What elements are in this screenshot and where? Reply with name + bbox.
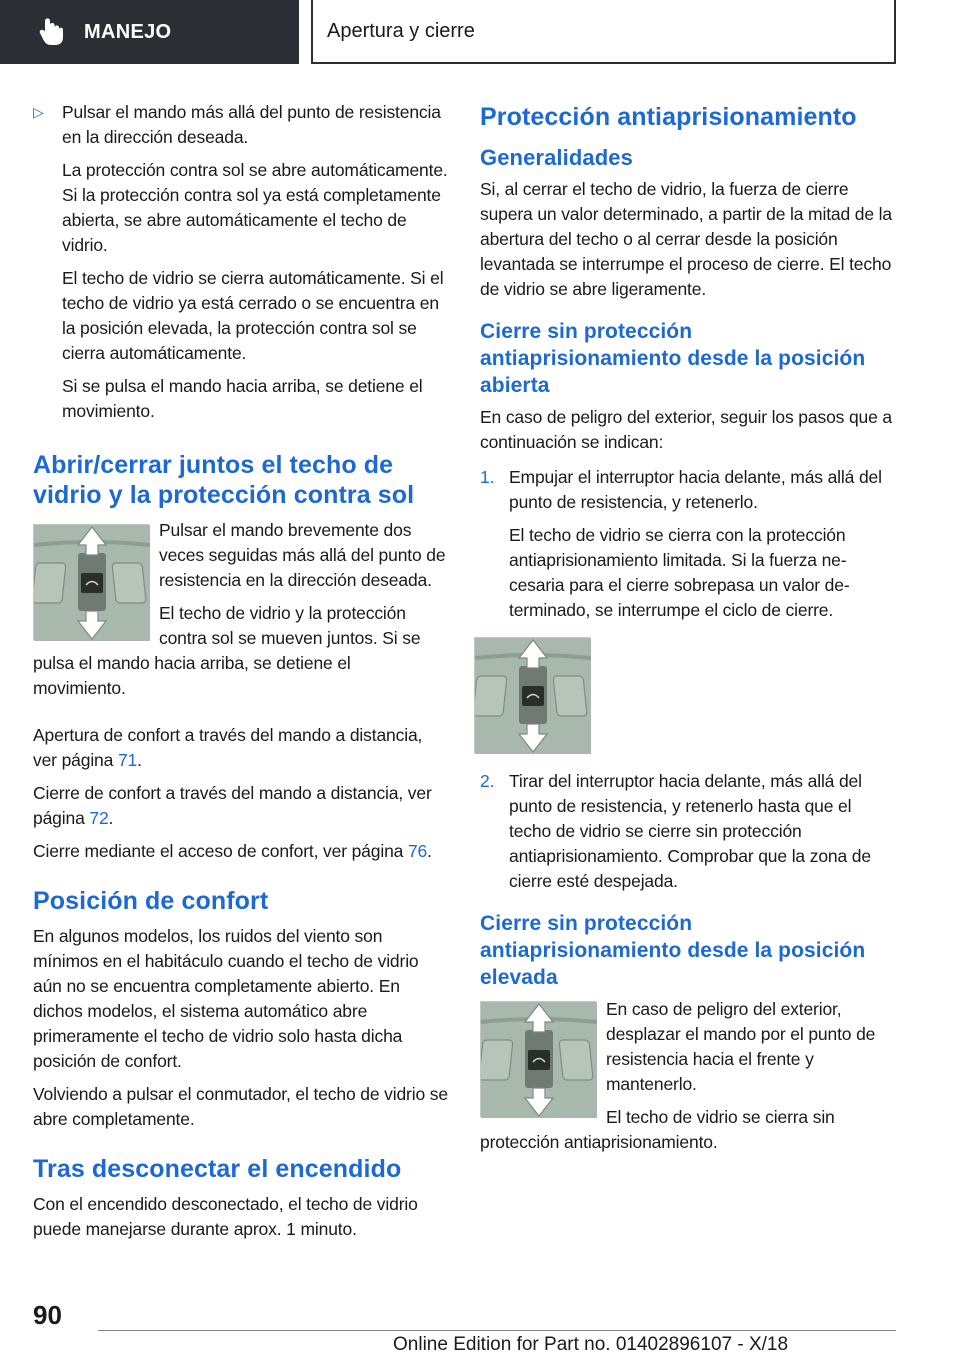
bullet-text: Pulsar el mando más allá del punto de resistencia en la dirección deseada. (62, 102, 441, 147)
paragraph: Pulsar el mando brevemente dos veces seguidas más allá del punto de resistencia en la dirección deseada. (159, 520, 446, 590)
page-header (0, 0, 960, 68)
page-link-72[interactable]: 72 (89, 808, 109, 828)
roof-switch-illustration (481, 1002, 597, 1118)
paragraph: Cierre mediante el acceso de confort, ver página 76. (33, 841, 432, 861)
paragraph: Si se pulsa el mando hacia arriba, se detiene el movimiento. (62, 376, 423, 421)
paragraph: El techo de vidrio se cierra automáticamente. Si el techo de vidrio ya está cerrado o se encuentra en la posición elevada, la protección contra sol se cierra automáticamente. (62, 268, 444, 363)
heading-after-ignition-off: Tras desconectar el encendido (33, 1155, 402, 1183)
section-tab (0, 0, 299, 64)
step-2 (480, 769, 896, 894)
right-column (480, 100, 896, 1163)
bullet-item (33, 100, 448, 150)
hand-icon (36, 15, 70, 49)
heading-open-close-together: Abrir/cerrar juntos el techo de vidrio y la protección contra sol (33, 451, 415, 509)
page-number: 90 (33, 1300, 62, 1330)
left-column (33, 100, 448, 1250)
heading-close-from-raised: Cierre sin protección antiaprisionamiento desde la posición elevada (480, 912, 866, 989)
footer-divider (98, 1330, 896, 1331)
paragraph: Con el encendido desconectado, el techo de vidrio puede manejarse durante aprox. 1 minuto. (33, 1194, 418, 1239)
paragraph: En caso de peligro del exterior, seguir los pasos que a continuación se indican: (480, 407, 893, 452)
roof-switch-figure (480, 1001, 596, 1117)
step-note: El techo de vidrio se cierra con la protección antiaprisionamiento limitada. Si la fuerza necesaria para el cierre sobrepasa un valor determinado, se interrumpe el ciclo de cierre. (509, 525, 850, 620)
edition-note: Online Edition for Part no. 01402896107 - X/18 (393, 1334, 789, 1355)
roof-switch-illustration (475, 638, 591, 754)
paragraph: En algunos modelos, los ruidos del viento son mínimos en el habitáculo cuando el techo de vidrio aún no se encuentra completamente abierto. En dichos modelos, el sistema automático abre primeramente el techo de vidrio solo hasta dicha posición de confort. (33, 926, 419, 1071)
paragraph: El techo de vidrio se cierra sin protección antiaprisionamiento. (480, 1107, 835, 1152)
roof-switch-figure (33, 524, 149, 640)
section-title: MANEJO (84, 20, 172, 43)
step-text: Tirar del interruptor hacia delante, más allá del punto de resistencia, y retenerlo hasta que el techo de vidrio se cierre sin protección antiaprisionamiento. Comprobar que la zona de cierre esté despejada. (509, 771, 871, 891)
paragraph: Cierre de confort a través del mando a distancia, ver página 72. (33, 783, 432, 828)
paragraph: Si, al cerrar el techo de vidrio, la fuerza de cierre supera un valor determinado, a partir de la mitad de la abertura del techo o al cerrar desde la posición levantada se interrumpe el proceso de cierre. El techo de vidrio se abre ligeramente. (480, 179, 892, 299)
heading-general: Generalidades (480, 145, 633, 170)
step-number: 2. (480, 771, 495, 791)
paragraph: Apertura de confort a través del mando a distancia, ver página 71. (33, 725, 423, 770)
chapter-title-text: Apertura y cierre (327, 19, 475, 42)
heading-close-from-open: Cierre sin protección antiaprisionamiento desde la posición abierta (480, 320, 866, 397)
heading-pinch-protection: Protección antiaprisionamiento (480, 103, 857, 131)
step-number: 1. (480, 467, 495, 487)
page-link-71[interactable]: 71 (117, 750, 138, 770)
paragraph: Volviendo a pulsar el conmutador, el techo de vidrio se abre completamente. (33, 1084, 448, 1129)
roof-switch-illustration (34, 525, 150, 641)
paragraph: La protección contra sol se abre automáticamente. Si la protección contra sol ya está completamente abierta, se abre automáticamente el techo de vidrio. (62, 160, 448, 255)
figure-block (480, 997, 896, 1163)
roof-switch-figure (474, 637, 590, 753)
chapter-title (311, 0, 896, 64)
step-1 (480, 465, 896, 515)
paragraph: En caso de peligro del exterior, desplazar el mando por el punto de resistencia hacia el frente y mantenerlo. (606, 999, 876, 1094)
step-text: Empujar el interruptor hacia delante, más allá del punto de resistencia, y retenerlo. (509, 467, 882, 512)
figure-block (33, 518, 448, 709)
triangle-bullet-icon: ▷ (33, 104, 44, 120)
paragraph: El techo de vidrio y la protección contra sol se mueven juntos. Si se pulsa el mando hacia arriba, se detiene el movimiento. (33, 603, 421, 698)
page-link-76[interactable]: 76 (407, 841, 428, 861)
heading-comfort-position: Posición de confort (33, 887, 269, 915)
